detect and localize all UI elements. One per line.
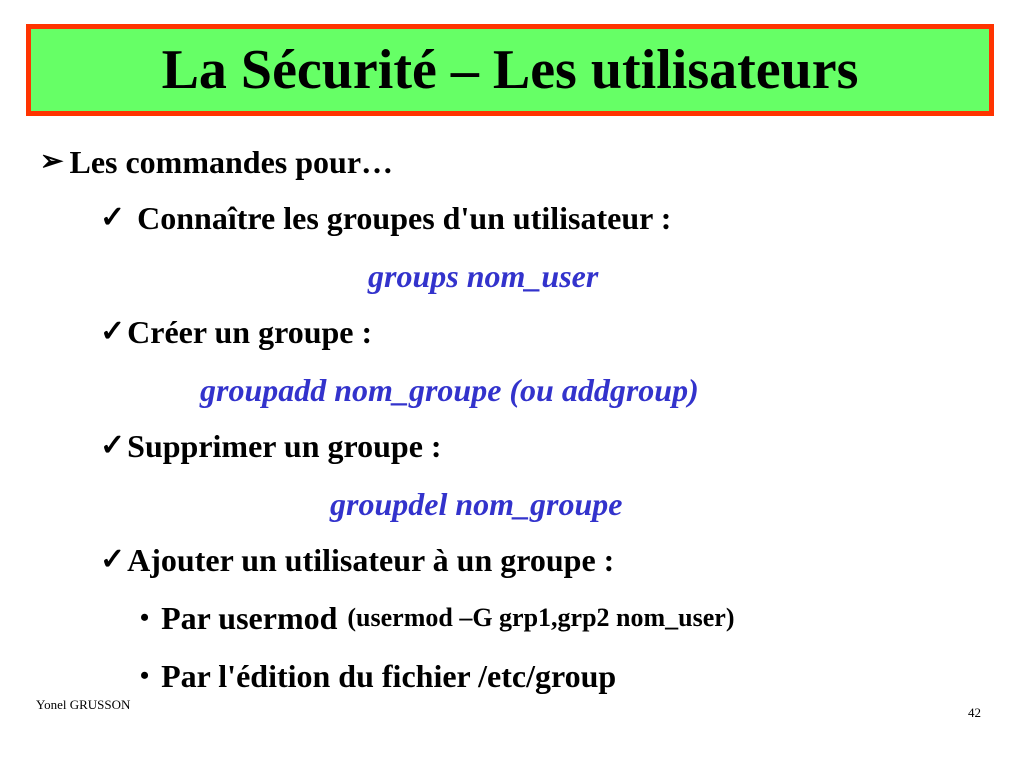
checkmark-icon: ✓ — [100, 543, 126, 576]
checkmark-icon: ✓ — [100, 429, 126, 462]
intro-line — [40, 142, 393, 182]
subitem-text: Par usermod — [161, 600, 338, 636]
command-groupdel: groupdel nom_groupe — [330, 486, 623, 522]
item-label: Créer un groupe : — [127, 314, 373, 350]
item-add-user-to-group — [100, 540, 614, 580]
item-delete-group — [100, 426, 442, 466]
subitem-text: Par l'édition du fichier /etc/group — [161, 658, 617, 694]
page-number: 42 — [968, 705, 981, 720]
subitem-edit-group-file — [140, 656, 616, 696]
item-label: Supprimer un groupe : — [127, 428, 442, 464]
subitem-detail: (usermod –G grp1,grp2 nom_user) — [347, 603, 735, 632]
bullet-icon: • — [140, 603, 150, 632]
bullet-icon: • — [140, 661, 150, 690]
slide-title: La Sécurité – Les utilisateurs — [161, 39, 859, 101]
footer-author: Yonel GRUSSON — [36, 697, 131, 712]
item-label: Connaître les groupes d'un utilisateur : — [137, 200, 672, 236]
subitem-usermod — [140, 598, 734, 638]
command-groupadd: groupadd nom_groupe (ou addgroup) — [200, 372, 699, 408]
item-label: Ajouter un utilisateur à un groupe : — [127, 542, 615, 578]
checkmark-icon: ✓ — [100, 201, 126, 234]
title-banner — [26, 24, 994, 116]
item-know-groups — [100, 198, 671, 238]
checkmark-icon: ✓ — [100, 315, 126, 348]
item-create-group — [100, 312, 372, 352]
command-groups: groups nom_user — [368, 258, 599, 294]
intro-text: Les commandes pour… — [69, 144, 394, 180]
arrow-right-icon: ➢ — [40, 146, 64, 177]
